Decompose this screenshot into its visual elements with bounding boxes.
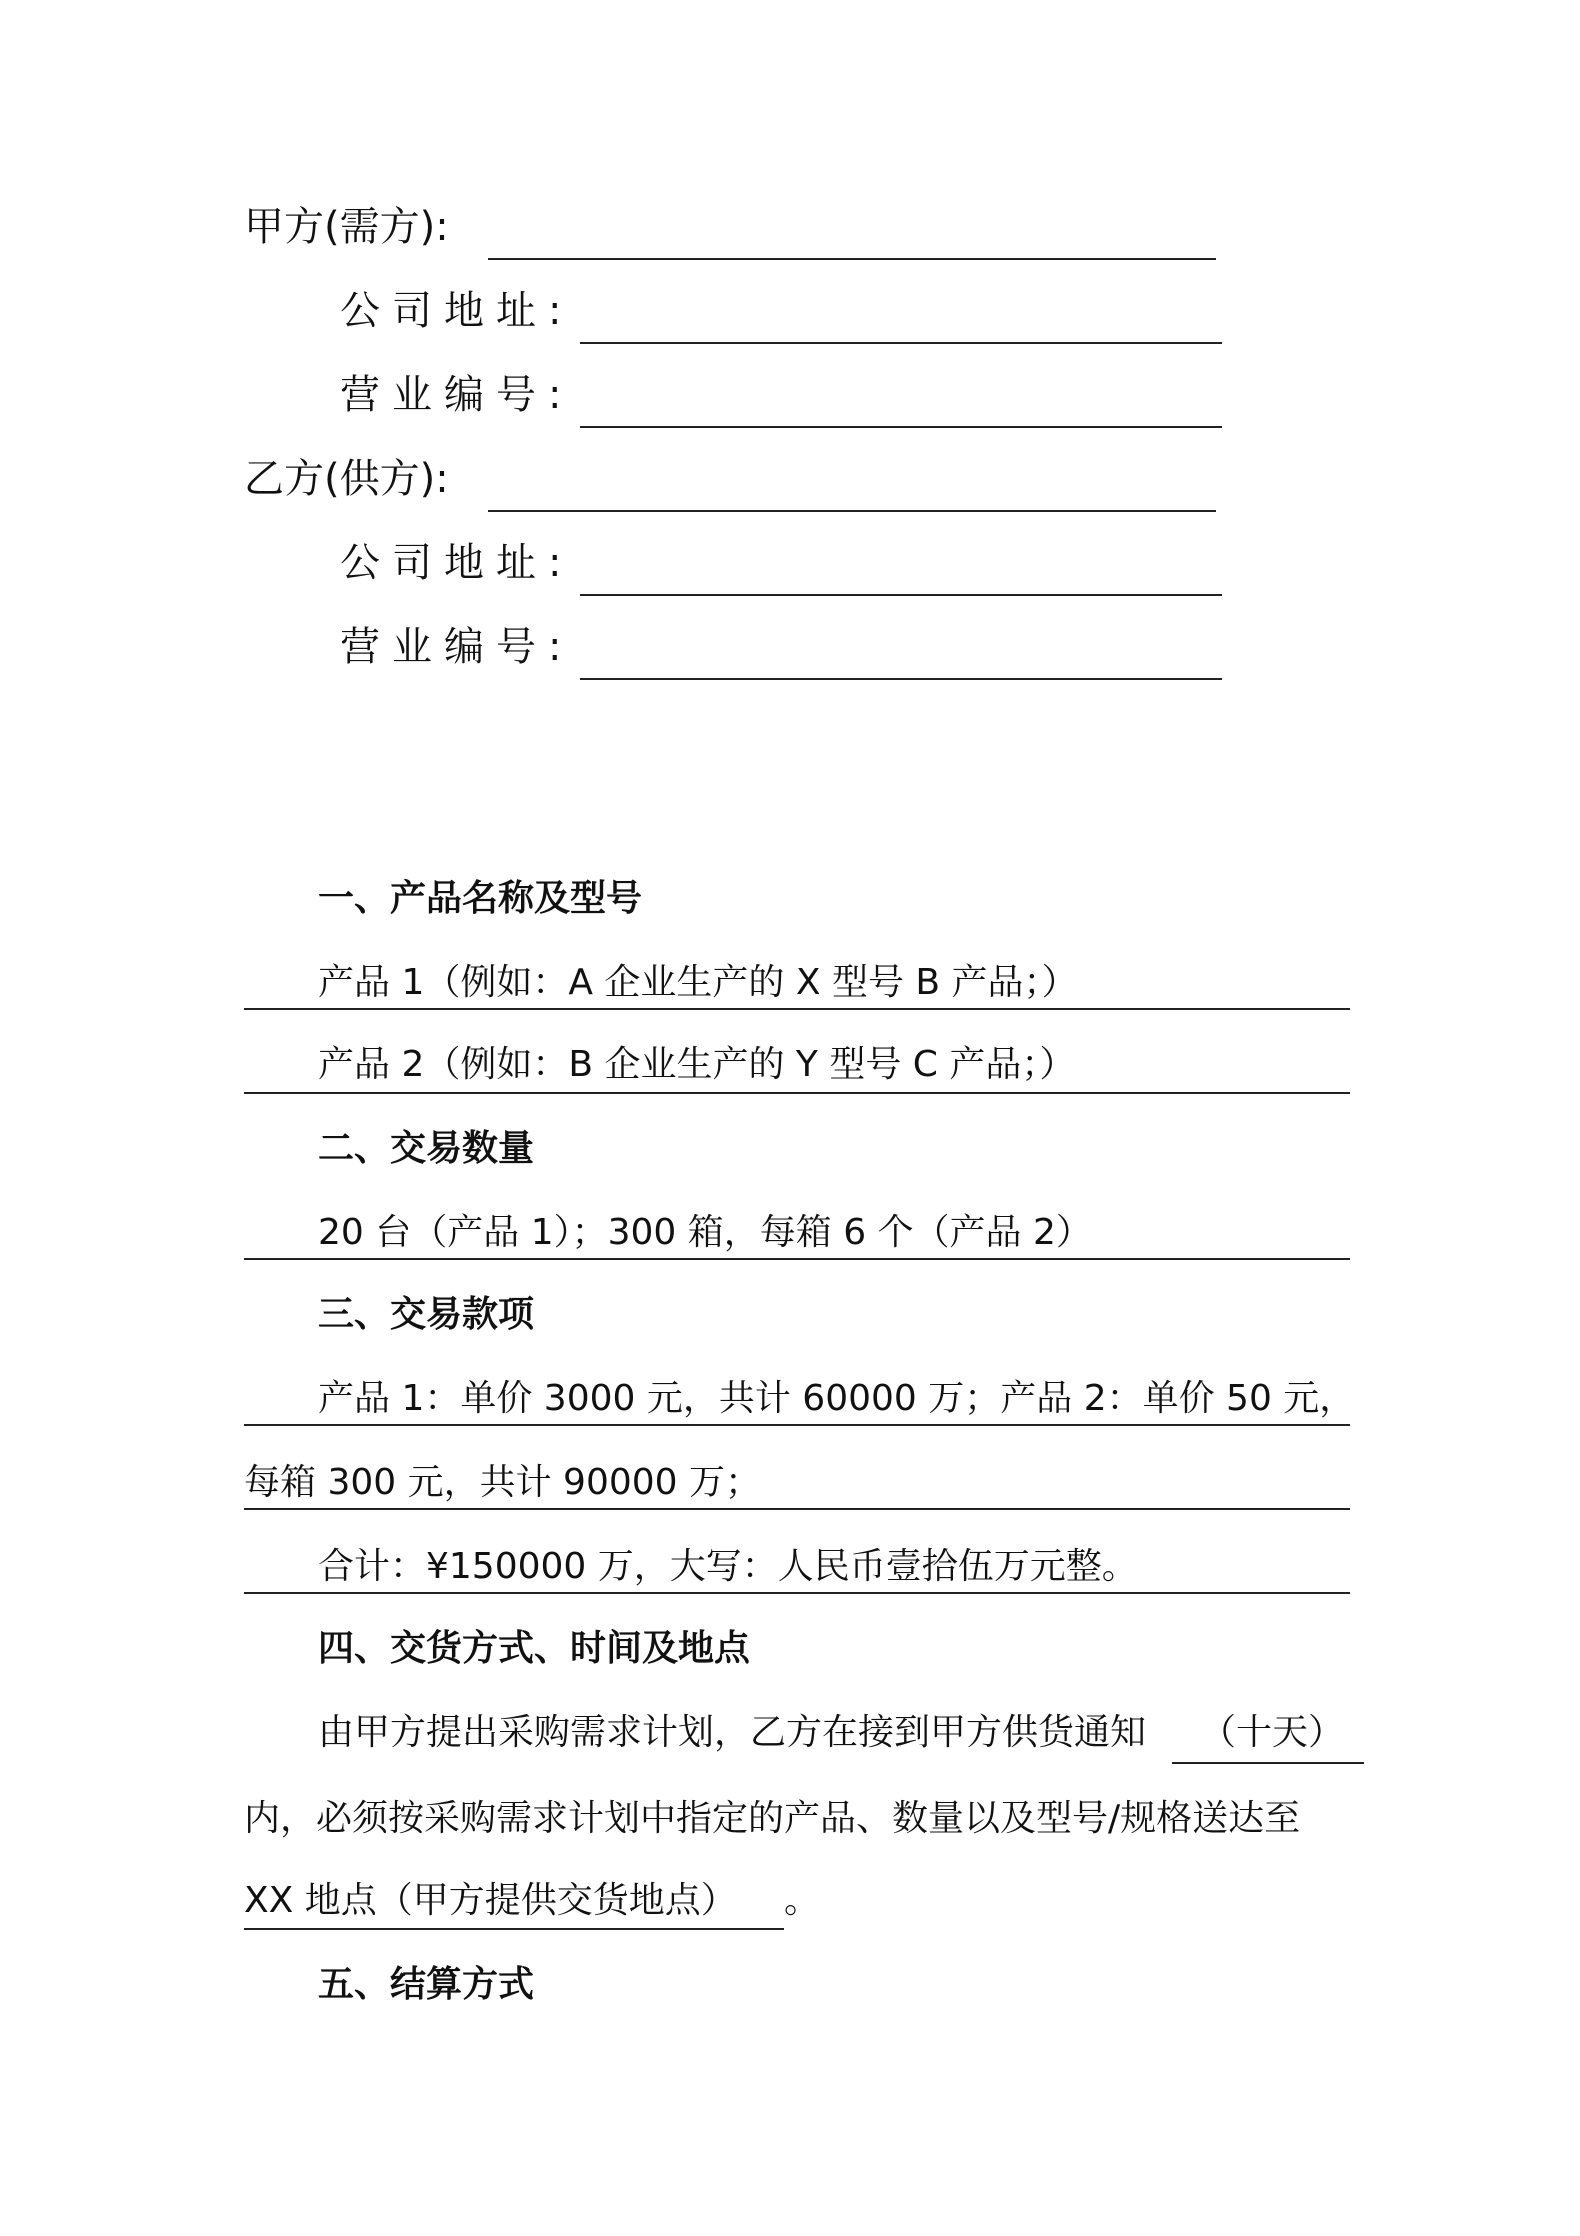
section-2-title: 二、交易数量 xyxy=(318,1128,535,1169)
party-b-name-field[interactable] xyxy=(488,510,1216,512)
party-a-license-label: 营业编号: xyxy=(340,372,574,418)
section-4-period-mark: 。 xyxy=(784,1880,821,1921)
section-5-title: 五、结算方式 xyxy=(318,1964,535,2005)
section-1-line-2: 产品 2（例如：B 企业生产的 Y 型号 C 产品；） xyxy=(318,1044,1076,1085)
party-b-license-field[interactable] xyxy=(580,678,1222,680)
section-3-line-1: 产品 1：单价 3000 元，共计 60000 万；产品 2：单价 50 元， xyxy=(318,1378,1356,1419)
party-b-address-label: 公司地址: xyxy=(340,540,574,586)
section-1-line-2-underline xyxy=(244,1092,1350,1094)
party-a-label: 甲方(需方): xyxy=(244,204,449,250)
party-b-label: 乙方(供方): xyxy=(244,456,449,502)
section-3-line-2-underline xyxy=(244,1508,1350,1510)
section-2-line-1: 20 台（产品 1）；300 箱，每箱 6 个（产品 2） xyxy=(318,1212,1092,1253)
section-3-line-2: 每箱 300 元，共计 90000 万； xyxy=(244,1462,762,1503)
section-4-title: 四、交货方式、时间及地点 xyxy=(318,1628,751,1669)
section-2-line-1-underline xyxy=(244,1258,1350,1260)
section-4-delivery-period-underline xyxy=(1172,1762,1364,1764)
party-a-address-label: 公司地址: xyxy=(340,288,574,334)
section-1-title: 一、产品名称及型号 xyxy=(318,878,643,919)
section-4-delivery-location: XX 地点（甲方提供交货地点） xyxy=(244,1880,737,1921)
section-4-delivery-period: （十天） xyxy=(1200,1712,1345,1753)
section-3-line-1-underline xyxy=(244,1424,1350,1426)
party-b-address-field[interactable] xyxy=(580,594,1222,596)
party-a-address-field[interactable] xyxy=(580,342,1222,344)
section-1-line-1-underline xyxy=(244,1008,1350,1010)
section-3-line-3: 合计：¥150000 万，大写：人民币壹拾伍万元整。 xyxy=(318,1546,1138,1587)
party-a-name-field[interactable] xyxy=(488,258,1216,260)
party-b-license-label: 营业编号: xyxy=(340,624,574,670)
party-a-license-field[interactable] xyxy=(580,426,1222,428)
section-1-line-1: 产品 1（例如：A 企业生产的 X 型号 B 产品；） xyxy=(318,962,1078,1003)
section-4-line-1: 由甲方提出采购需求计划，乙方在接到甲方供货通知 xyxy=(318,1712,1147,1753)
section-4-line-2: 内，必须按采购需求计划中指定的产品、数量以及型号/规格送达至 xyxy=(244,1798,1301,1839)
section-3-line-3-underline xyxy=(244,1592,1350,1594)
section-3-title: 三、交易款项 xyxy=(318,1294,535,1335)
section-4-delivery-location-underline xyxy=(244,1928,784,1930)
